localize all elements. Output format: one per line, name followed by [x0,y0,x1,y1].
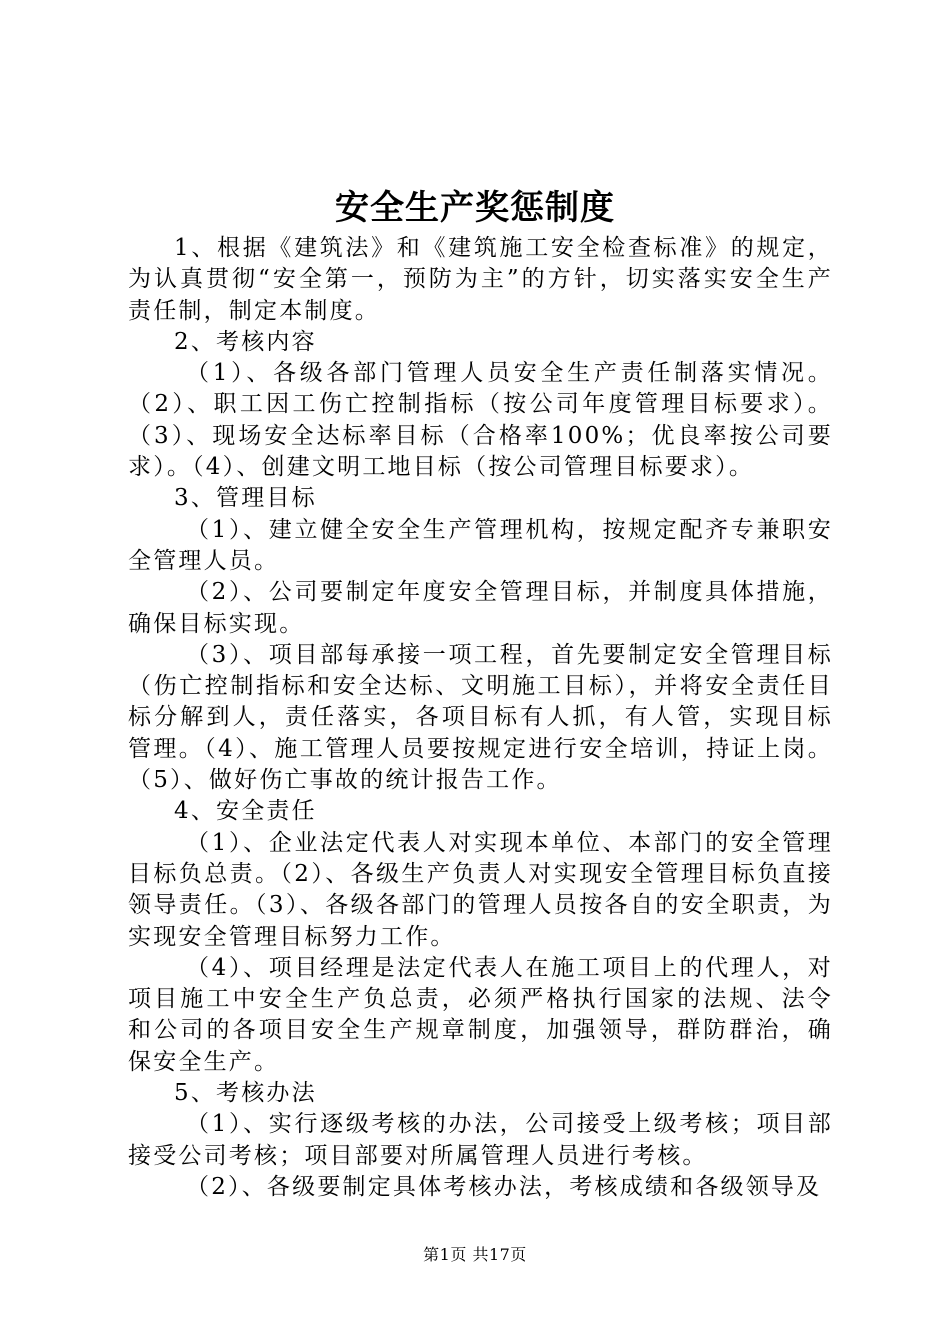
section-heading-safety-responsibility: 4、安全责任 [174,798,317,825]
section-heading-management-goals: 3、管理目标 [174,485,317,512]
paragraph-responsibility-1: （1）、企业法定代表人对实现本单位、本部门的安全管理目标负总责。（2）、各级生产负责人对实现安全管理目标负直接领导责任。（3）、各级各部门的管理人员按各自的安全职责，为实现安全管理目标努力工作。 [128,829,833,950]
section-heading-assessment-method: 5、考核办法 [174,1080,317,1107]
paragraph-assessment-items: （1）、各级各部门管理人员安全生产责任制落实情况。（2）、职工因工伤亡控制指标（按公司年度管理目标要求）。（3）、现场安全达标率目标（合格率100%；优良率按公司要求）。（4）、创建文明工地目标（按公司管理目标要求）。 [128,360,833,481]
paragraph-method-2: （2）、各级要制定具体考核办法，考核成绩和各级领导及 [186,1173,822,1200]
section-heading-assessment-content: 2、考核内容 [174,328,317,355]
paragraph-goal-3: （3）、项目部每承接一项工程，首先要制定安全管理目标（伤亡控制指标和安全达标、文明施工目标），并将安全责任目标分解到人，责任落实，各项目标有人抓，有人管，实现目标管理。（4）、施工管理人员要按规定进行安全培训，持证上岗。（5）、做好伤亡事故的统计报告工作。 [128,641,833,794]
page-number-footer: 第1页 共17页 [423,1245,527,1264]
document-title: 安全生产奖惩制度 [335,188,615,228]
paragraph-goal-1: （1）、建立健全安全生产管理机构，按规定配齐专兼职安全管理人员。 [128,516,833,574]
document-body [128,233,833,1203]
paragraph-responsibility-2: （4）、项目经理是法定代表人在施工项目上的代理人，对项目施工中安全生产负总责，必须严格执行国家的法规、法令和公司的各项目安全生产规章制度，加强领导，群防群治，确保安全生产。 [128,954,833,1075]
paragraph-goal-2: （2）、公司要制定年度安全管理目标，并制度具体措施，确保目标实现。 [128,579,833,637]
paragraph-method-1: （1）、实行逐级考核的办法，公司接受上级考核；项目部接受公司考核；项目部要对所属管理人员进行考核。 [128,1111,833,1169]
paragraph-1-basis: 1、根据《建筑法》和《建筑施工安全检查标准》的规定，为认真贯彻“安全第一，预防为主”的方针，切实落实安全生产责任制，制定本制度。 [128,235,833,324]
